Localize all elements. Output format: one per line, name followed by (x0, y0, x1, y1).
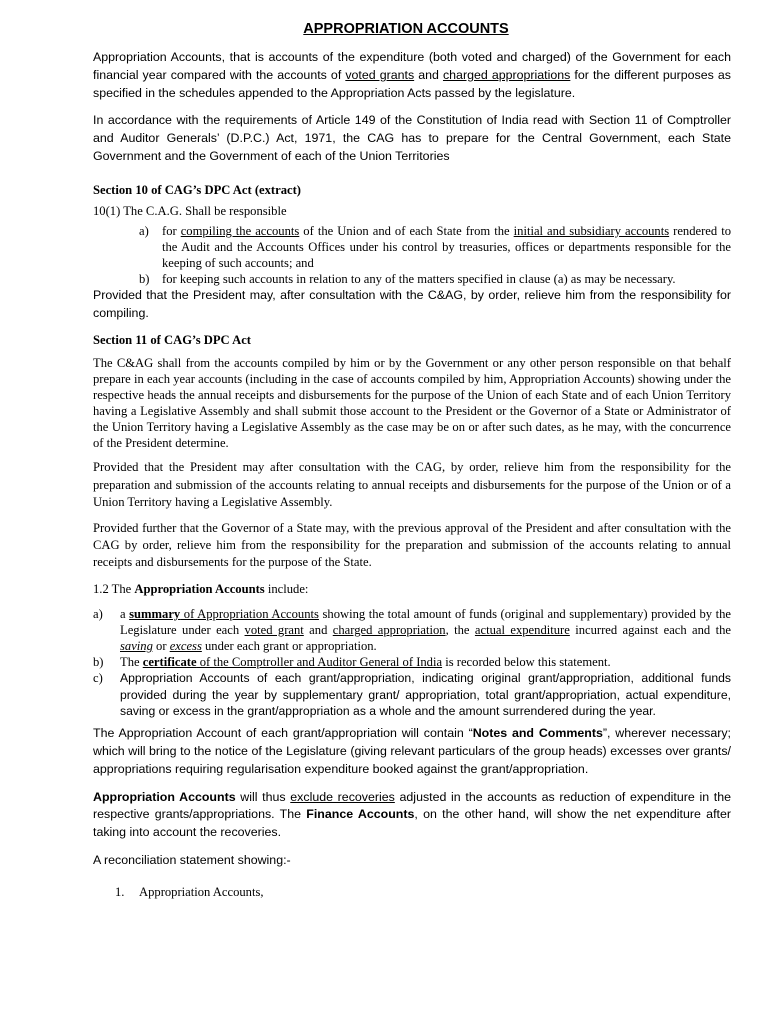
intro-paragraph-2: In accordance with the requirements of Article 149 of the Constitution of India read with Section 11 of Comptroller and Auditor Generals’ (D.P.C.) Act, 1971, the CAG has to prepare for the Central Government, each State Government and the Government of each of the Union Territories (93, 113, 731, 163)
includes-list (93, 606, 731, 720)
list-item: b) for keeping such accounts in relation to any of the matters specified in clause (a) as may be necessary. (139, 271, 676, 286)
section-11-paragraph-3: Provided further that the Governor of a State may, with the previous approval of the President and after consultation with the CAG by order, relieve him from the responsibility for the preparation and submission of the accounts relating to annual receipts and disbursements for the purpose of the State. (93, 520, 731, 569)
list-item: a) for compiling the accounts of the Union and of each State from the initial and subsidiary accounts rendered to the Audit and the Accounts Offices under his control by treasuries, offices or departments responsible for the keeping of such accounts; and (139, 223, 732, 270)
section-10-heading: Section 10 of CAG’s DPC Act (extract) (93, 182, 301, 197)
list-item: b) The certificate of the Comptroller and Auditor General of India is recorded below this statement. (93, 654, 611, 669)
section-11-paragraph-2: Provided that the President may after consultation with the CAG, by order, relieve him from the responsibility for the preparation and submission of the accounts relating to annual receipts and disbursements for the purpose of the Union or of a Union Territory having a Legislative Assembly. (93, 460, 731, 510)
voted-grants-term: voted grants (345, 67, 415, 82)
section-10-proviso: Provided that the President may, after consultation with the C&AG, by order, relieve him from the responsibility for compiling. (93, 287, 731, 320)
list-item: c) Appropriation Accounts of each grant/appropriation, indicating original grant/appropriation, additional funds provided during the year by supplementary grant/ appropriation, total grant/appropriation, actual expenditure, saving or excess in the grant/appropriation as a whole and the amount surrendered during the year. (93, 670, 731, 719)
section-11-heading: Section 11 of CAG’s DPC Act (93, 333, 251, 348)
charged-appropriations-term: charged appropriations (442, 67, 571, 82)
page-title: APPROPRIATION ACCOUNTS (303, 21, 509, 37)
notes-paragraph: The Appropriation Account of each grant/appropriation will contain “Notes and Comments”, wherever necessary; which will bring to the notice of the Legislature (giving relevant particulars of the group heads) excesses over grants/ appropriations requiring regularisation expenditure booked against the grant/appropriation. (93, 726, 732, 776)
includes-lead: 1.2 The Appropriation Accounts include: (93, 581, 309, 596)
section-11-paragraph-1: The C&AG shall from the accounts compiled by him or by the Government or any other person responsible on that behalf prepare in each year accounts (including in the case of accounts compiled by him, Appropriation Accounts) showing under the respective heads the annual receipts and disbursements for the purpose of the Union of each State and of each Union Territory having a Legislative Assembly and shall submit those account to the President or the Governor of a State or Administrator of the Union Territory having a Legislative Assembly as the case may be on or after such dates, as he may, with the concurrence of the President determine. (93, 356, 731, 451)
reconciliation-lead: A reconciliation statement showing:- (93, 853, 291, 868)
section-10-lead: 10(1) The C.A.G. Shall be responsible (93, 203, 287, 218)
recoveries-paragraph: Appropriation Accounts will thus exclude recoveries adjusted in the accounts as reduction of expenditure in the respective grants/appropriations. The Finance Accounts, on the other hand, will show the net expenditure after taking into account the recoveries. (93, 789, 732, 840)
list-item: a) a summary of Appropriation Accounts showing the total amount of funds (original and supplementary) provided by the Legislature under each voted grant and charged appropriation, the actual expenditure incurred against each and the saving or excess under each grant or appropriation. (93, 606, 732, 653)
intro-paragraph-1: Appropriation Accounts, that is accounts of the expenditure (both voted and charged) of the Government for each financial year compared with the accounts of voted grants and charged appropriations for the different purposes as specified in the schedules appended to the Appropriation Acts passed by the legislature. (93, 50, 731, 100)
section-10-list (93, 223, 731, 287)
list-item: 1. Appropriation Accounts, (115, 884, 264, 899)
reconciliation-list (93, 884, 731, 900)
